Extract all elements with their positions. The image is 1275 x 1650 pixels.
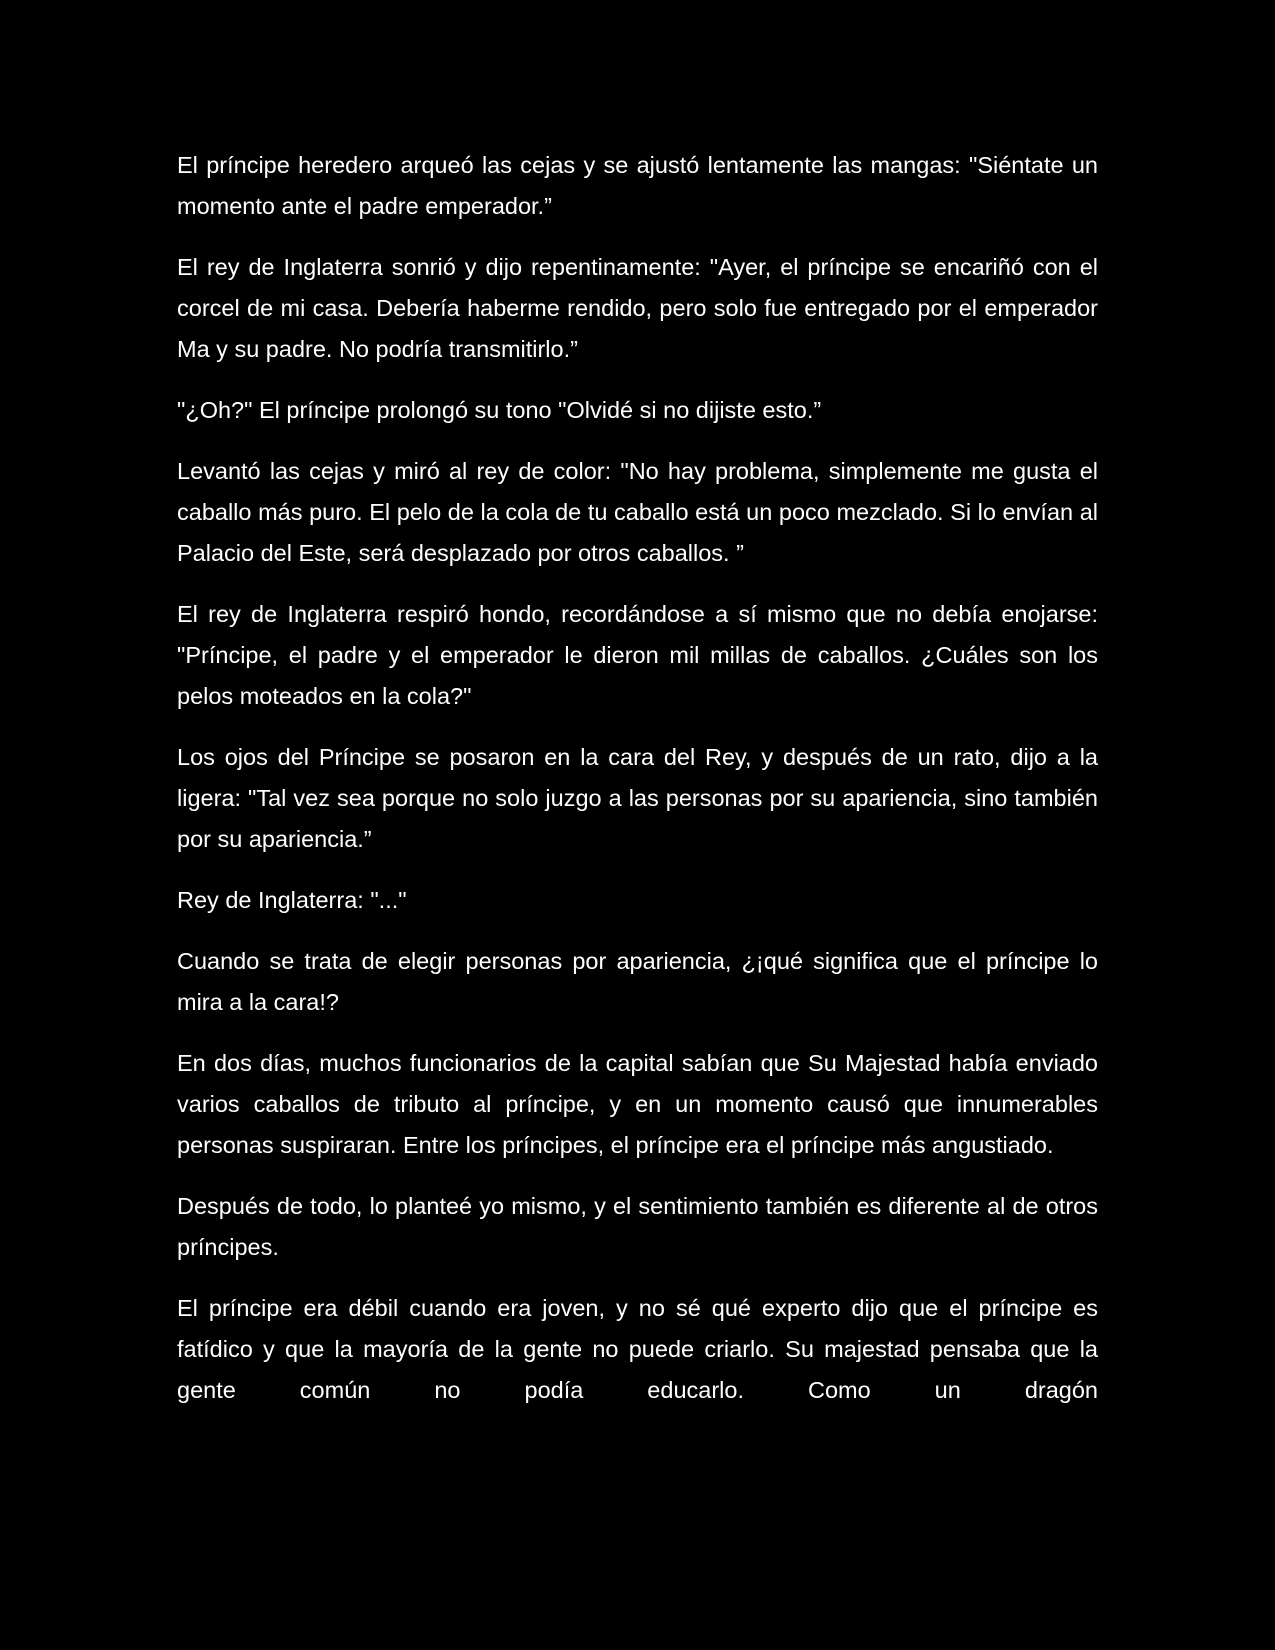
document-body: [177, 145, 1098, 1411]
paragraph-3: "¿Oh?" El príncipe prolongó su tono "Olvidé si no dijiste esto.”: [177, 397, 822, 423]
paragraph-11: El príncipe era débil cuando era joven, y no sé qué experto dijo que el príncipe es fatídico y que la mayoría de la gente no puede criarlo. Su majestad pensaba que la gente común no podía educarlo. Como un dragón: [177, 1295, 1098, 1403]
paragraph-8: Cuando se trata de elegir personas por apariencia, ¿¡qué significa que el príncipe lo mira a la cara!?: [177, 948, 1098, 1015]
paragraph-9: En dos días, muchos funcionarios de la capital sabían que Su Majestad había enviado varios caballos de tributo al príncipe, y en un momento causó que innumerables personas suspiraran. Entre los príncipes, el príncipe era el príncipe más angustiado.: [177, 1050, 1098, 1158]
paragraph-1: El príncipe heredero arqueó las cejas y se ajustó lentamente las mangas: "Siéntate un momento ante el padre emperador.”: [177, 152, 1098, 219]
paragraph-7: Rey de Inglaterra: "...": [177, 887, 407, 913]
paragraph-6: Los ojos del Príncipe se posaron en la cara del Rey, y después de un rato, dijo a la ligera: "Tal vez sea porque no solo juzgo a las personas por su apariencia, sino también por su apariencia.”: [177, 744, 1098, 852]
paragraph-2: El rey de Inglaterra sonrió y dijo repentinamente: "Ayer, el príncipe se encariñó con el corcel de mi casa. Debería haberme rendido, pero solo fue entregado por el emperador Ma y su padre. No podría transmitirlo.”: [177, 254, 1098, 362]
paragraph-10: Después de todo, lo planteé yo mismo, y el sentimiento también es diferente al de otros príncipes.: [177, 1193, 1098, 1260]
paragraph-5: El rey de Inglaterra respiró hondo, recordándose a sí mismo que no debía enojarse: "Príncipe, el padre y el emperador le dieron mil millas de caballos. ¿Cuáles son los pelos moteados en la cola?": [177, 601, 1098, 709]
paragraph-4: Levantó las cejas y miró al rey de color: "No hay problema, simplemente me gusta el caballo más puro. El pelo de la cola de tu caballo está un poco mezclado. Si lo envían al Palacio del Este, será desplazado por otros caballos. ”: [177, 458, 1098, 566]
